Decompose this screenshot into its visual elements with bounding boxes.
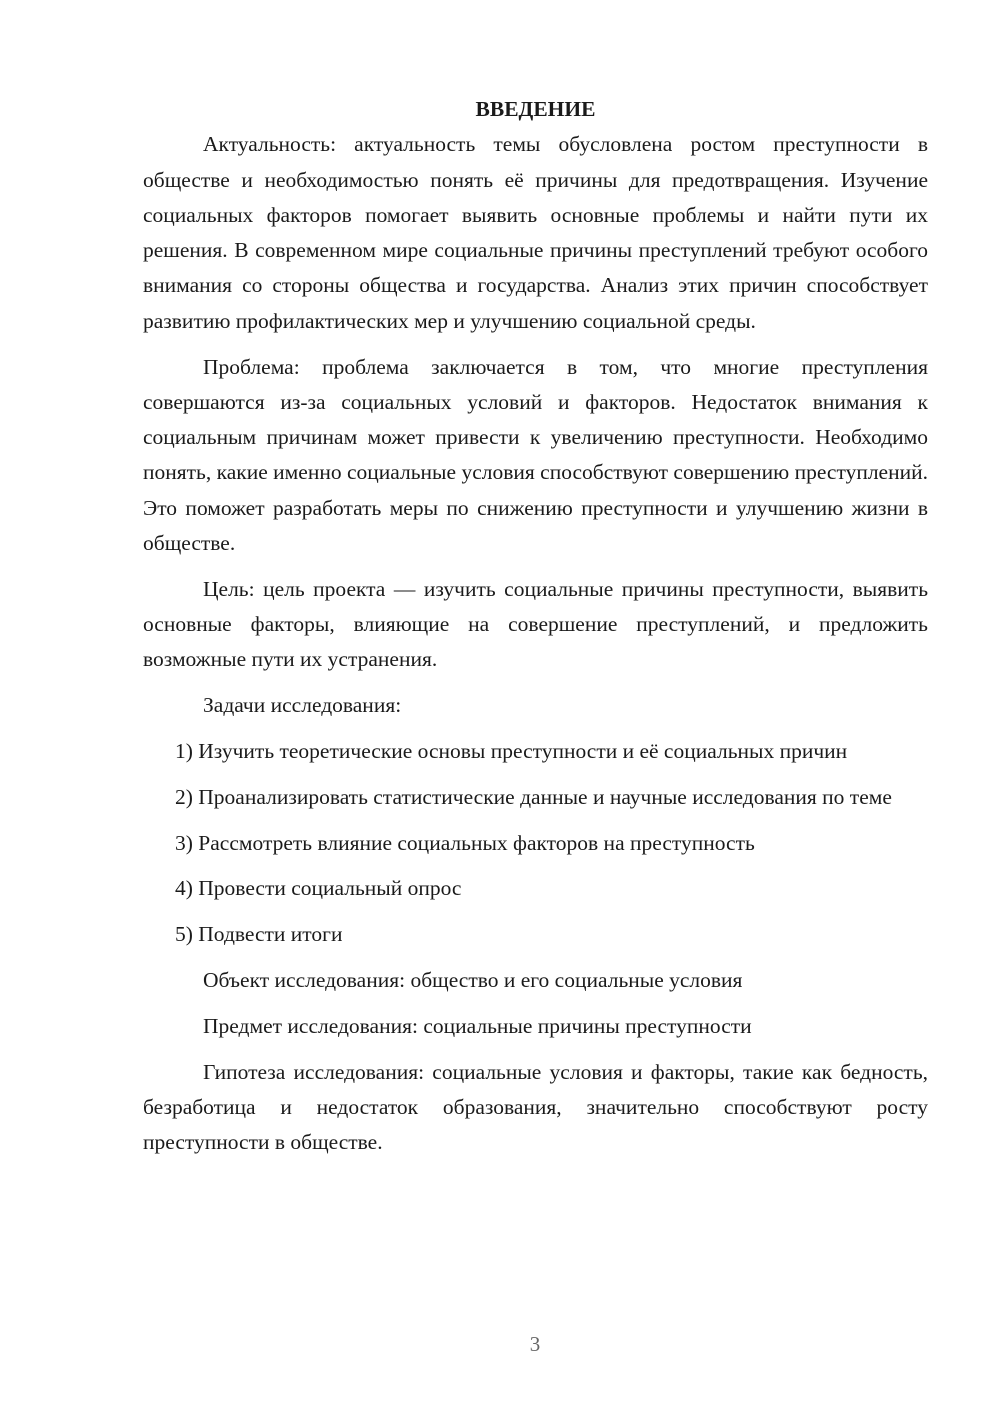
relevance-paragraph: Актуальность: актуальность темы обусловлена ростом преступности в обществе и необходимостью понять её причины для предотвращения. Изучение социальных факторов помогает выявить основные проблемы и найти пути их решения. В современном мире социальные причины преступлений требуют особого внимания со стороны общества и государства. Анализ этих причин способствует развитию профилактических мер и улучшению социальной среды. [143, 132, 928, 333]
tasks-heading: Задачи исследования: [203, 693, 402, 718]
task-item: 4) Провести социальный опрос [175, 876, 462, 901]
task-item: 5) Подвести итоги [175, 922, 343, 947]
task-item: 3) Рассмотреть влияние социальных факторов на преступность [175, 830, 755, 855]
problem-paragraph: Проблема: проблема заключается в том, что многие преступления совершаются из-за социальных условий и факторов. Недостаток внимания к социальным причинам может привести к увеличению преступности. Необходимо понять, какие именно социальные условия способствуют совершению преступлений. Это поможет разработать меры по снижению преступности и улучшению жизни в обществе. [143, 354, 928, 556]
task-item: 1) Изучить теоретические основы преступности и её социальных причин [175, 739, 848, 764]
task-list [143, 734, 928, 952]
goal-paragraph: Цель: цель проекта — изучить социальные причины преступности, выявить основные факторы, влияющие на совершение преступлений, и предложить возможные пути их устранения. [143, 576, 928, 672]
subject-paragraph: Предмет исследования: социальные причины преступности [203, 1013, 752, 1038]
task-item: 2) Проанализировать статистические данные и научные исследования по теме [175, 784, 892, 809]
document-page [143, 92, 928, 1161]
page-number: 3 [529, 1332, 541, 1356]
hypothesis-paragraph: Гипотеза исследования: социальные условия и факторы, такие как бедность, безработица и недостаток образования, значительно способствуют росту преступности в обществе. [143, 1059, 928, 1155]
object-paragraph: Объект исследования: общество и его социальные условия [203, 968, 743, 993]
section-title: ВВЕДЕНИЕ [475, 97, 596, 121]
